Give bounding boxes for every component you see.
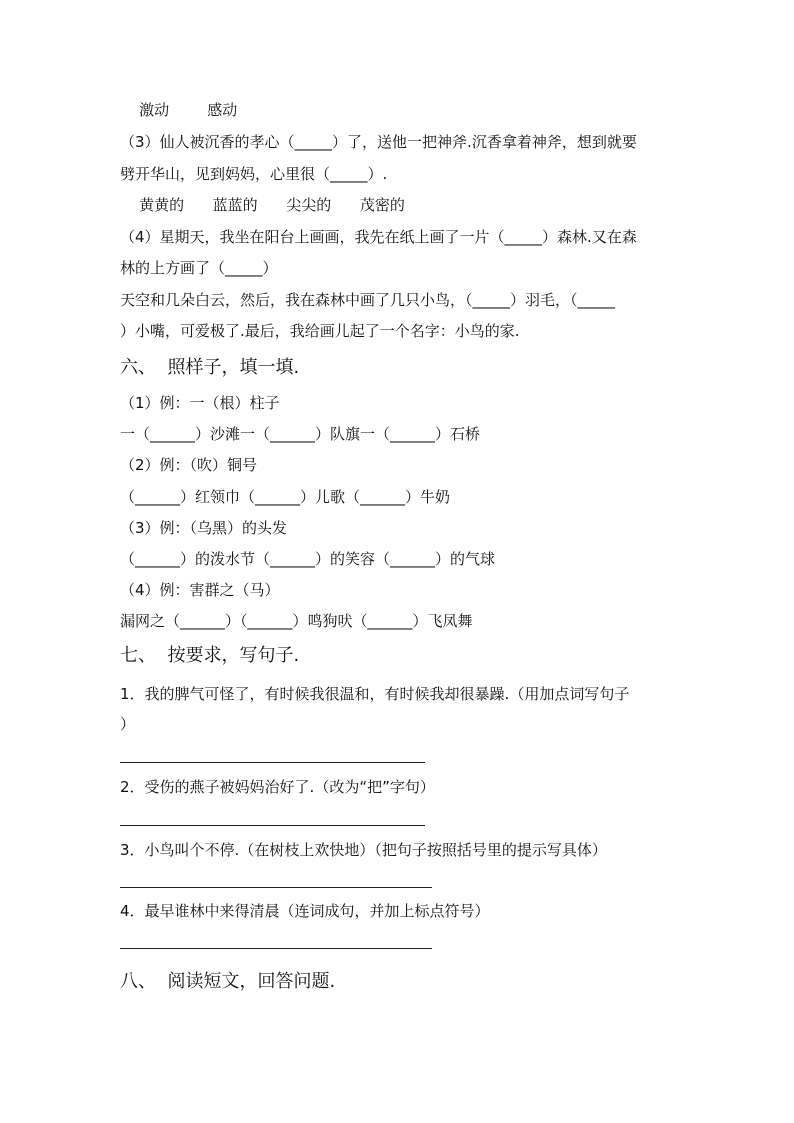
answer-line-1[interactable] bbox=[120, 762, 425, 763]
answer-line-4[interactable] bbox=[120, 948, 432, 949]
word-choices-b: 黄黄的 蓝蓝的 尖尖的 茂密的 bbox=[120, 196, 405, 214]
section-7-heading: 七、 按要求，写句子. bbox=[120, 645, 300, 666]
word-choices-a: 激动 感动 bbox=[120, 101, 238, 119]
section-6-line: （4）例：害群之（马） bbox=[120, 581, 280, 599]
question-3-line-1: （3）仙人被沉香的孝心（_____）了，送他一把神斧.沉香拿着神斧，想到就要 bbox=[120, 133, 637, 151]
section-6-line: 漏网之（______）（______）鸣狗吠（______）飞凤舞 bbox=[120, 612, 473, 630]
section-7-q1: 1．我的脾气可怪了，有时候我很温和，有时候我却很暴躁.（用加点词写句子 bbox=[120, 685, 630, 703]
section-8-heading: 八、 阅读短文，回答问题. bbox=[120, 971, 336, 992]
section-6-line: （2）例：（吹）铜号 bbox=[120, 456, 258, 474]
question-4-line-3: 天空和几朵白云，然后，我在森林中画了几只小鸟，（_____）羽毛，（_____ bbox=[120, 291, 616, 309]
section-6-line: 一（______）沙滩一（______）队旗一（______）石桥 bbox=[120, 425, 481, 443]
section-6-line: （1）例：一（根）柱子 bbox=[120, 394, 280, 412]
section-7-q4: 4．最早谁林中来得清晨（连词成句，并加上标点符号） bbox=[120, 902, 490, 920]
answer-line-2[interactable] bbox=[120, 825, 425, 826]
question-4-line-2: 林的上方画了（_____） bbox=[120, 259, 278, 277]
section-7-q3: 3．小鸟叫个不停.（在树枝上欢快地）（把句子按照括号里的提示写具体） bbox=[120, 841, 607, 859]
question-3-line-2: 劈开华山，见到妈妈，心里很（_____）. bbox=[120, 165, 388, 183]
answer-line-3[interactable] bbox=[120, 887, 432, 888]
section-6-line: （______）红领巾（______）儿歌（______）牛奶 bbox=[120, 488, 451, 506]
question-4-line-4: ）小嘴，可爱极了.最后，我给画儿起了一个名字：小鸟的家. bbox=[120, 322, 520, 340]
section-6-heading: 六、 照样子，填一填. bbox=[120, 357, 300, 378]
section-6-line: （______）的泼水节（______）的笑容（______）的气球 bbox=[120, 550, 496, 568]
section-7-q2: 2．受伤的燕子被妈妈治好了.（改为“把”字句） bbox=[120, 778, 435, 796]
section-7-q1-cont: ） bbox=[120, 715, 136, 733]
section-6-line: （3）例：（乌黑）的头发 bbox=[120, 519, 288, 537]
question-4-line-1: （4）星期天，我坐在阳台上画画，我先在纸上画了一片（_____）森林.又在森 bbox=[120, 228, 637, 246]
